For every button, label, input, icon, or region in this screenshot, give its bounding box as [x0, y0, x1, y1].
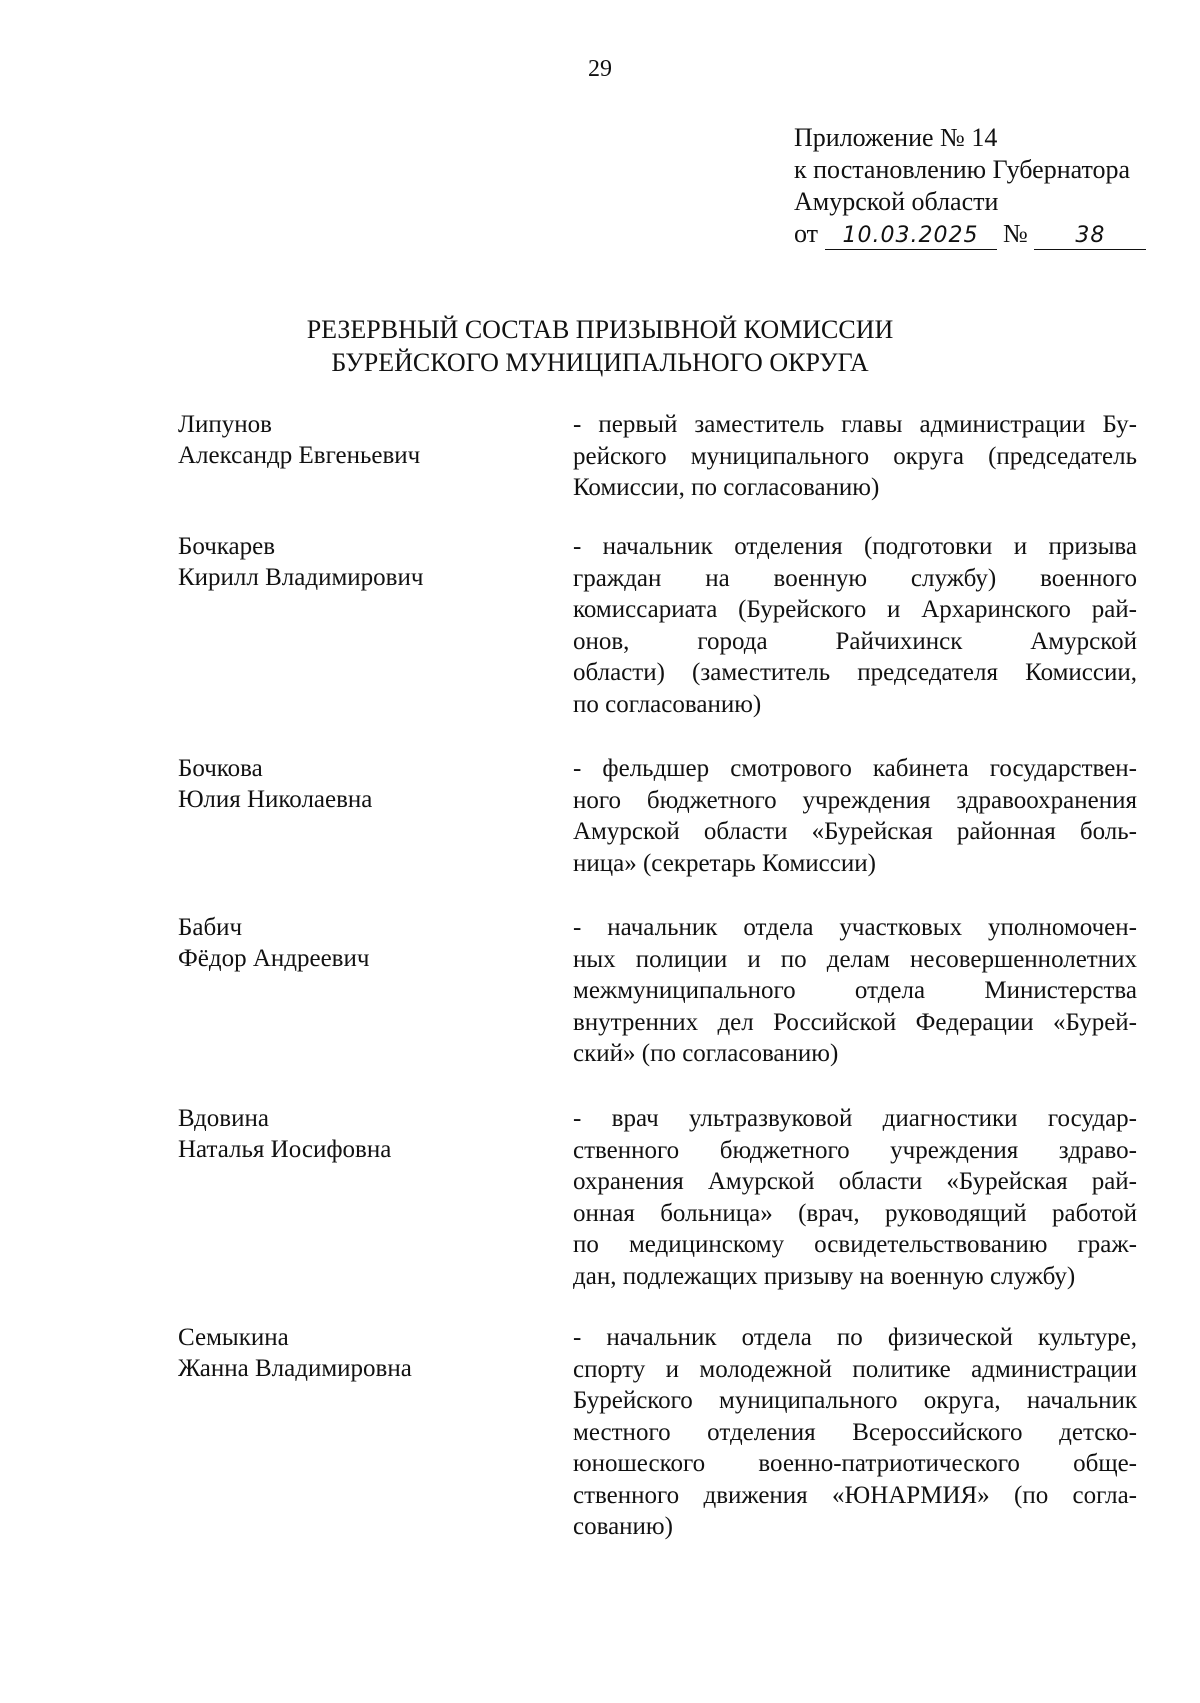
- role-line: по медицинскому освидетельствованию граж-: [573, 1231, 1137, 1258]
- member-role: [573, 531, 1137, 720]
- member-name: [178, 1322, 558, 1384]
- handwritten-number: 38: [1034, 223, 1146, 250]
- member-given-name: Наталья Иосифовна: [178, 1136, 392, 1163]
- member-name: [178, 531, 558, 593]
- member-role: [573, 753, 1137, 879]
- role-line: сованию): [573, 1513, 673, 1540]
- appendix-reference: к постановлению Губернатора: [794, 155, 1131, 184]
- role-line: внутренних дел Российской Федерации «Бурей-: [573, 1008, 1137, 1036]
- member-role: [573, 912, 1137, 1070]
- member-role: [573, 409, 1137, 504]
- member-surname: Бабич: [178, 914, 243, 941]
- member-surname: Липунов: [178, 411, 272, 438]
- role-line: области) (заместитель председателя Комиссии,: [573, 659, 1137, 686]
- member-given-name: Кирилл Владимирович: [178, 564, 424, 591]
- member-name: [178, 409, 558, 471]
- appendix-block: [794, 122, 1146, 250]
- member-surname: Вдовина: [178, 1105, 269, 1132]
- page-number: 29: [588, 56, 612, 82]
- role-line: - начальник отдела участковых уполномочен-: [573, 914, 1137, 941]
- member-name: [178, 753, 558, 815]
- role-line: ных полиции и по делам несовершеннолетних: [573, 945, 1137, 973]
- member-name: [178, 912, 558, 974]
- role-line: комиссариата (Бурейского и Архаринского рай-: [573, 596, 1137, 623]
- role-line: спорту и молодежной политике администрации: [573, 1355, 1137, 1383]
- role-line: граждан на военную службу) военного: [573, 564, 1137, 592]
- member-name: [178, 1103, 558, 1165]
- role-line: Амурской области «Бурейская районная боль-: [573, 818, 1137, 845]
- number-label: №: [1003, 219, 1028, 248]
- role-line: - начальник отделения (подготовки и призыва: [573, 533, 1137, 560]
- title-line-1: РЕЗЕРВНЫЙ СОСТАВ ПРИЗЫВНОЙ КОМИССИИ: [306, 315, 894, 344]
- title-line-2: БУРЕЙСКОГО МУНИЦИПАЛЬНОГО ОКРУГА: [331, 348, 869, 377]
- member-surname: Бочкова: [178, 755, 263, 782]
- member-role: [573, 1322, 1137, 1543]
- role-line: ственного движения «ЮНАРМИЯ» (по согла-: [573, 1481, 1137, 1509]
- role-line: онов, города Райчихинск Амурской: [573, 627, 1137, 655]
- role-line: юношеского военно-патриотического обще-: [573, 1450, 1137, 1477]
- date-prefix: от: [794, 219, 819, 248]
- role-line: Бурейского муниципального округа, начальник: [573, 1387, 1137, 1414]
- role-line: местного отделения Всероссийского детско-: [573, 1418, 1137, 1446]
- appendix-title: Приложение № 14: [794, 123, 998, 152]
- member-given-name: Жанна Владимировна: [178, 1355, 412, 1382]
- member-role: [573, 1103, 1137, 1292]
- role-line: ного бюджетного учреждения здравоохранения: [573, 786, 1137, 814]
- role-line: охранения Амурской области «Бурейская рай-: [573, 1168, 1137, 1195]
- appendix-date-line: [794, 218, 1146, 250]
- role-line: ница» (секретарь Комиссии): [573, 849, 876, 877]
- member-given-name: Фёдор Андреевич: [178, 945, 370, 972]
- role-line: Комиссии, по согласованию): [573, 474, 880, 501]
- document-title: [0, 313, 1200, 379]
- role-line: ственного бюджетного учреждения здраво-: [573, 1136, 1137, 1164]
- role-line: - врач ультразвуковой диагностики государ-: [573, 1105, 1137, 1132]
- role-line: - первый заместитель главы администрации Бу-: [573, 411, 1137, 438]
- handwritten-date: 10.03.2025: [825, 223, 997, 250]
- role-line: ский» (по согласованию): [573, 1040, 839, 1067]
- appendix-region: Амурской области: [794, 187, 999, 216]
- member-given-name: Юлия Николаевна: [178, 786, 373, 813]
- role-line: межмуниципального отдела Министерства: [573, 977, 1137, 1004]
- role-line: дан, подлежащих призыву на военную службу): [573, 1262, 1076, 1290]
- member-given-name: Александр Евгеньевич: [178, 442, 421, 469]
- member-surname: Семыкина: [178, 1324, 289, 1351]
- role-line: - фельдшер смотрового кабинета государствен-: [573, 755, 1137, 782]
- role-line: - начальник отдела по физической культуре,: [573, 1324, 1137, 1351]
- role-line: по согласованию): [573, 690, 762, 718]
- member-surname: Бочкарев: [178, 533, 276, 560]
- role-line: рейского муниципального округа (председатель: [573, 442, 1137, 470]
- role-line: онная больница» (врач, руководящий работой: [573, 1199, 1137, 1227]
